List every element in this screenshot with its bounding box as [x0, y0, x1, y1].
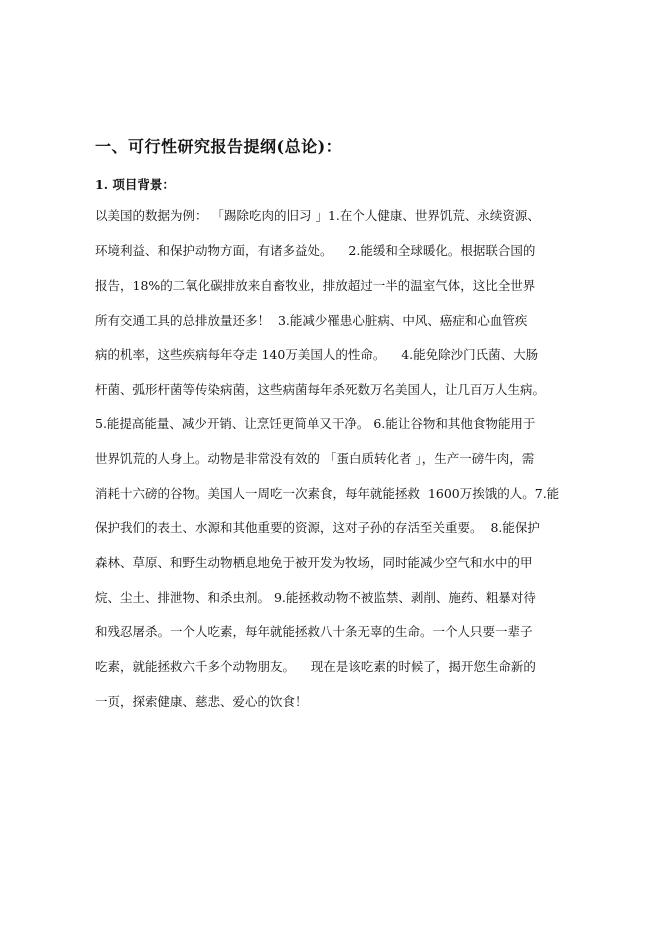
paragraph-line: 一页，探索健康、慈悲、爱心的饮食！	[95, 694, 308, 709]
paragraph-line: 杆菌、弧形杆菌等传染病菌，这些病菌每年杀死数万名美国人，让几百万人生病。	[95, 382, 546, 397]
subsection-heading: 1. 项目背景：	[95, 177, 175, 192]
paragraph-line: 5.能提高能量、减少开销、让烹饪更简单又干净。 6.能让谷物和其他食物能用于	[95, 416, 536, 431]
paragraph-line: 报告，18%的二氧化碳排放来自畜牧业，排放超过一半的温室气体，这比全世界	[95, 278, 536, 293]
paragraph-line: 所有交通工具的总排放量还多！ 3.能减少罹患心脏病、中风、癌症和心血管疾	[95, 313, 528, 328]
paragraph-line: 和残忍屠杀。一个人吃素，每年就能拯救八十条无辜的生命。一个人只要一辈子	[95, 624, 533, 639]
paragraph-line: 烷、尘土、排泄物、和杀虫剂。 9.能拯救动物不被监禁、剥削、施药、粗暴对待	[95, 590, 536, 605]
paragraph-line: 以美国的数据为例： 「踢除吃肉的旧习 」1.在个人健康、世界饥荒、永续资源、	[95, 208, 540, 223]
paragraph-line: 世界饥荒的人身上。动物是非常没有效的 「蛋白质转化者 」，生产一磅牛肉，需	[95, 451, 535, 466]
paragraph-line: 环境利益、和保护动物方面，有诸多益处。 2.能缓和全球暖化。根据联合国的	[95, 243, 536, 258]
section-heading: 一、可行性研究报告提纲(总论)：	[95, 137, 343, 156]
paragraph-line: 森林、草原、和野生动物栖息地免于被开发为牧场，同时能减少空气和水中的甲	[95, 555, 533, 570]
paragraph-line: 消耗十六磅的谷物。美国人一周吃一次素食，每年就能拯救 1600万挨饿的人。7.能	[95, 486, 560, 501]
paragraph-line: 病的机率，这些疾病每年夺走 140万美国人的性命。 4.能免除沙门氏菌、大肠	[95, 347, 539, 362]
paragraph-line: 吃素，就能拯救六千多个动物朋友。 现在是该吃素的时候了，揭开您生命新的	[95, 659, 536, 674]
paragraph-line: 保护我们的表土、水源和其他重要的资源，这对子孙的存活至关重要。 8.能保护	[95, 520, 540, 535]
